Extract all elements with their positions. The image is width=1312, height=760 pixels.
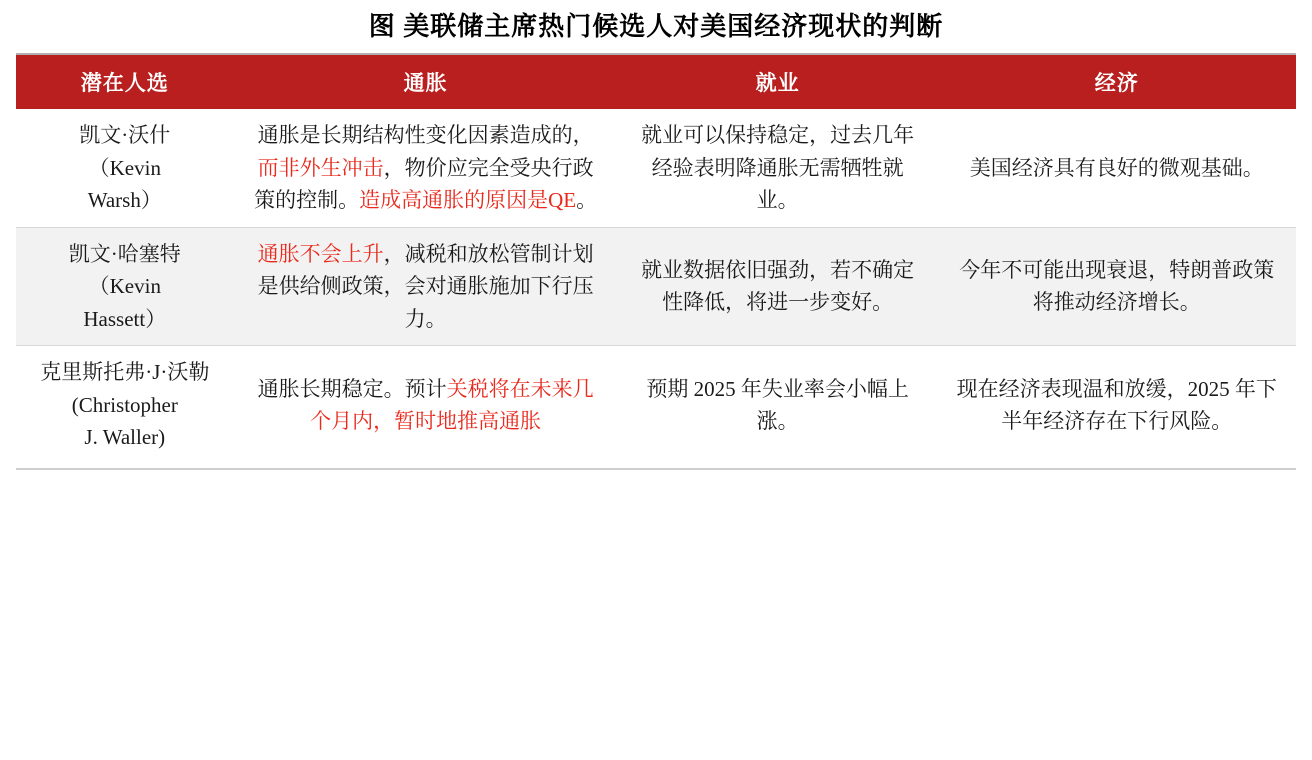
- economy-cell: [938, 109, 1296, 227]
- table-body: [16, 109, 1296, 464]
- highlighted-text: 关税将在未来几个月内，暂时地推高通胀: [310, 376, 594, 434]
- candidate-name-cell: 凯文·沃什 （Kevin Warsh）: [16, 109, 234, 227]
- body-text: 。: [576, 188, 598, 213]
- candidates-table: [16, 55, 1296, 464]
- column-header-inflation: 通胀: [234, 55, 618, 109]
- body-text: 就业数据依旧强劲，若不确定性降低，将进一步变好。: [641, 257, 915, 315]
- body-text: ，物价应完全受央行政策的控制。: [254, 155, 594, 213]
- inflation-cell: [234, 346, 618, 464]
- body-text: 通胀长期稳定。预计: [257, 376, 447, 401]
- employment-cell: [618, 346, 938, 464]
- highlighted-text: 通胀不会上升: [257, 241, 384, 266]
- body-text: 通胀是长期结构性变化因素造成的，: [257, 123, 594, 147]
- table-row: [16, 346, 1296, 464]
- highlighted-text: 造成高通胀的原因是QE: [359, 188, 577, 213]
- candidate-name-cell: 克里斯托弗·J·沃勒 (Christopher J. Waller): [16, 346, 234, 464]
- body-text: 就业可以保持稳定，过去几年经验表明降通胀无需牺牲就业。: [641, 123, 915, 213]
- body-text: 现在经济表现温和放缓，2025 年下半年经济存在下行风险。: [956, 376, 1277, 434]
- employment-cell: [618, 109, 938, 227]
- header-row: [16, 55, 1296, 109]
- employment-cell: [618, 227, 938, 346]
- body-text: 美国经济具有良好的微观基础。: [969, 155, 1264, 180]
- page-title: 图 美联储主席热门候选人对美国经济现状的判断: [368, 12, 944, 41]
- inflation-cell: [234, 227, 618, 346]
- highlighted-text: 而非外生冲击: [257, 155, 384, 180]
- table-bottom-divider: [16, 468, 1296, 470]
- table-row: [16, 109, 1296, 227]
- economy-cell: [938, 227, 1296, 346]
- body-text: 预期 2025 年失业率会小幅上涨。: [646, 376, 909, 434]
- table-header: [16, 55, 1296, 109]
- column-header-candidate: 潜在人选: [16, 55, 234, 109]
- body-text: 今年不可能出现衰退，特朗普政策将推动经济增长。: [959, 257, 1275, 315]
- column-header-employment: 就业: [618, 55, 938, 109]
- inflation-cell: [234, 109, 618, 227]
- table-row: [16, 227, 1296, 346]
- body-text: ，减税和放松管制计划是供给侧政策，会对通胀施加下行压力。: [257, 241, 594, 331]
- economy-cell: [938, 346, 1296, 464]
- candidate-name-cell: 凯文·哈塞特 （Kevin Hassett）: [16, 227, 234, 346]
- column-header-economy: 经济: [938, 55, 1296, 109]
